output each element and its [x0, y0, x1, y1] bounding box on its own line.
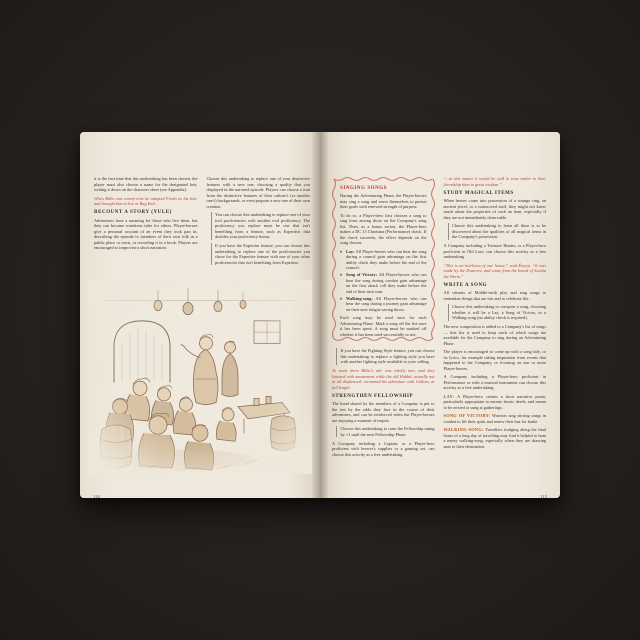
bullet-label: Lay: [346, 248, 355, 254]
body-paragraph: A Company including a Captain, or a Player-hero proficient with brewer's supplies or a gaming set, can choose this activity as a free undertaking. [332, 440, 435, 457]
pull-quote: “This is an heirloom of our house,” said Éowyn. “It was made by the Dwarves, and came from the hoard of Scatha the Worm.” [443, 262, 546, 279]
sidebar-singing-songs [332, 176, 435, 342]
def-label: LAY: [443, 393, 455, 399]
body-paragraph: Adventures have a meaning for those who live them, but they can become wondrous tales for others. Player-heroes give a personal account of an event they took part in, describing the episode to members of their own folk in a public place or town, or recording it in a book. Players are encouraged to improvise a short narration. [94, 217, 198, 251]
song-effects-list [340, 249, 427, 313]
tavern-illustration [88, 280, 312, 474]
pull-quote: When Bilbo was ninety-nine he adopted Frodo as his heir, and brought him to live at Bag End... [94, 195, 198, 207]
benefit-note: Choose this undertaking to raise the Fellowship rating by +1 until the next Fellowship Phase. [336, 426, 435, 437]
bullet-item [340, 272, 427, 294]
body-paragraph: The player is encouraged to come up with a song title, or its lyrics, for example taking inspiration from events that happened to the Company, or focusing on one or more Player-heroes. [443, 349, 546, 371]
section-heading-singing-songs: SINGING SONGS [340, 185, 388, 191]
bullet-text: All Player-heroes who can hear the song during a council gain advantage on the first ability check they make before the end of the council. [346, 248, 427, 270]
section-heading-write-a-song: WRITE A SONG [443, 282, 488, 288]
diamond-bullet-icon: ♦ [340, 272, 343, 277]
pull-quote: To some there Bilbo's tale was wholly new, and they listened with amazement while the old Hobbit, actually not at all displeased, recounted his adventure with Gollum, at full length. [332, 368, 435, 390]
benefit-note: Choose this undertaking to learn all there is to be discovered about the qualities of all magical items in the Company's possession. [448, 223, 547, 240]
def-text: A Player-hero creates a short narrative poem, particularly appropriate to narrate heroic deeds, and meant to be recited or sung at gatherings. [443, 393, 546, 410]
pull-quote: “...in this matter it would be well to trust rather to their friendship than to great wisdom.” [443, 176, 546, 187]
def-label: SONG OF VICTORY: [443, 413, 491, 419]
frame-wave-left [331, 179, 337, 339]
right-column-2 [444, 176, 547, 460]
def-text: Warriors sing stirring songs in combat to lift their spirit and renew their lust for battle. [443, 413, 546, 424]
book-gutter [311, 132, 329, 498]
right-page-columns [332, 176, 546, 460]
left-page[interactable] [80, 132, 320, 498]
diamond-bullet-icon: ♦ [340, 295, 343, 301]
body-paragraph: A Company including a Player-hero proficient in Performance or with a musical instrument can choose this activity as a free undertaking. [443, 374, 546, 391]
bullet-text: All Player-heroes who can hear the song during combat gain advantage on the first attack roll they make before the end of their next turn. [346, 272, 427, 294]
song-type-definition [444, 413, 547, 424]
page-number-right: 115 [540, 494, 547, 499]
section-heading-study-magical-items: STUDY MAGICAL ITEMS [443, 190, 514, 196]
body-paragraph: During the Adventuring Phase, the Player-heroes may sing a song and rouse themselves to pursue their goals with renewed strength of purpose. [340, 193, 427, 209]
book-spread [80, 132, 560, 498]
body-paragraph: When heroes come into possession of a strange ring, an ancient jewel, or a runescored staff, they might not know much about the properties of such an item, especially if they are not immediately observable. [443, 198, 546, 220]
benefit-note: If you have the Expertise feature, you can choose this undertaking to replace one of the proficiencies you chose for the Expertise feature with one of your other proficiencies that isn't benefiting from Expertise. [211, 243, 311, 265]
bullet-label: Walking-song: [346, 295, 373, 301]
right-page[interactable] [320, 132, 560, 498]
benefit-note: If you have the Fighting Style feature, you can choose this undertaking to replace a fighting style you have with another fighting style available to your calling. [336, 348, 435, 365]
def-text: Travellers trudging along the final hours of a long day of travelling may find it helpful to hum a merry walking-song, especially when they are drawing near to their destination. [443, 427, 546, 449]
bullet-item [340, 296, 427, 313]
def-label: WALKING-SONG: [443, 427, 484, 433]
body-paragraph: Each song may be used once for each Adventuring Phase. Mark a song off the list once it has been spent. A song must be marked off whether it has been used successfully or not. [340, 315, 427, 337]
frame-wave-right [430, 179, 436, 339]
body-paragraph: To do so, a Player-hero first chooses a song to sing from among those on the Company's song list. Then, as a bonus action, the Player-hero makes a DC 15 Charisma (Performance) check. If the check succeeds, the effect depends on the song chosen: [340, 212, 427, 245]
body-paragraph: Choose this undertaking to replace one of your distinctive features with a new one, choosing a quality that you displayed in the narrated episode. Players can choose a trait from the distinctive features of their culture's (or another one's) backgrounds, or even propose a new one of their own creation. [206, 176, 310, 209]
frame-wave-top [334, 176, 433, 182]
page-number-left: 114 [93, 494, 100, 499]
bullet-text: All Player-heroes who can hear the song during a journey gain advantage on their next fatigue saving throw. [346, 295, 427, 312]
section-heading-recount-a-story: RECOUNT A STORY (YULE) [94, 210, 172, 216]
frame-wave-bottom [334, 336, 433, 342]
section-heading-strengthen-fellowship: STRENGTHEN FELLOWSHIP [332, 393, 414, 399]
diamond-bullet-icon: ♦ [340, 248, 343, 254]
benefit-note: Choose this undertaking to compose a song, choosing whether it will be a Lay, a Song of Victory, or a Walking-song (no ability check is required). [448, 304, 547, 321]
song-type-definition [444, 427, 547, 449]
benefit-note: You can choose this undertaking to replace one of your tool proficiencies with another tool proficiency. The proficiency you replace must be one that isn't benefiting from a feature, such as Expertise, that doubles your proficiency bonus. [211, 212, 311, 240]
left-page-columns [94, 176, 310, 269]
right-column-1 [332, 176, 435, 460]
body-paragraph: All citizens of Middle-earth play and sing songs to remember things that are fair and to celebrate life. [443, 290, 546, 301]
body-paragraph: The new composition is added to a Company's list of songs — this list is used to keep track of which songs are available for the Company to sing during an Adventuring Phase. [443, 324, 546, 346]
left-column-1 [94, 176, 198, 269]
left-column-2 [207, 176, 311, 269]
bullet-label: Song of Victory: [346, 272, 378, 277]
body-paragraph: it is the first time that this undertaking has been chosen, the player must also choose a name for the designated heir, writing it down on the character sheet (see Appendix). [94, 176, 198, 192]
body-paragraph: The bond shared by the members of a Company is put to the test by the odds they face in the course of their adventures, and can be reinforced when the Player-heroes are enjoying a moment of respite. [332, 401, 435, 423]
bullet-item [340, 249, 427, 271]
body-paragraph: A Company including a Treasure Hunter, or a Player-hero proficient in Old Lore, can choose this activity as a free undertaking. [443, 243, 546, 260]
song-type-definition [444, 394, 547, 411]
